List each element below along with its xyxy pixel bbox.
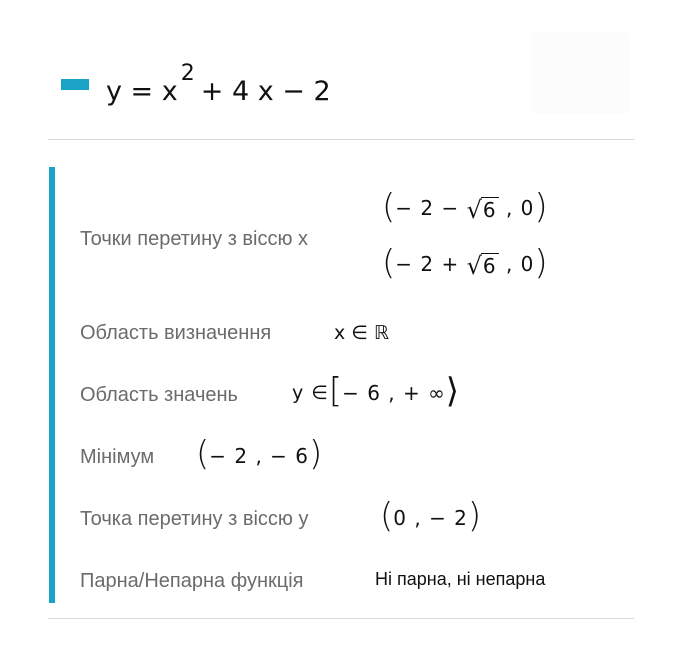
range-open-bracket: [ xyxy=(328,371,343,411)
function-header[interactable] xyxy=(0,0,673,140)
x-intercept-1-prefix: − 2 − xyxy=(395,195,467,220)
y-intercept-label: Точка перетину з віссю y xyxy=(80,508,309,530)
minimum-point: − 2 , − 6 xyxy=(209,444,310,468)
formula-rhs: + 4 x − 2 xyxy=(200,76,331,107)
x-intercept-2-suffix: , 0 xyxy=(505,251,535,276)
formula-exponent: 2 xyxy=(180,61,195,86)
x-intercept-2-radicand: 6 xyxy=(482,254,497,278)
range-prefix: y ∈ xyxy=(292,382,329,404)
function-formula xyxy=(106,61,331,114)
header-action-area[interactable] xyxy=(532,32,630,114)
y-intercept-value: (0 , − 2) xyxy=(380,496,482,536)
parity-value: Ні парна, ні непарна xyxy=(375,569,546,589)
parity-label: Парна/Непарна функція xyxy=(80,570,304,592)
range-label: Область значень xyxy=(80,384,238,406)
sqrt-icon: √6 xyxy=(466,252,497,280)
x-intercept-1-radicand: 6 xyxy=(482,198,497,222)
x-intercept-1: (− 2 − √6 , 0) xyxy=(382,187,548,227)
divider xyxy=(48,139,634,140)
x-intercepts-label: Точки перетину з віссю x xyxy=(80,228,309,250)
range-value xyxy=(292,371,460,411)
domain-value: x ∈ ℝ xyxy=(334,322,389,344)
sqrt-icon: √6 xyxy=(466,196,497,224)
series-color-swatch[interactable] xyxy=(61,79,89,90)
y-intercept-point: 0 , − 2 xyxy=(393,506,468,530)
x-intercept-2-prefix: − 2 + xyxy=(395,251,467,276)
minimum-value: (− 2 , − 6) xyxy=(196,434,323,474)
formula-lhs: y = x xyxy=(106,76,178,107)
range-close-bracket: ⟩ xyxy=(445,371,460,411)
domain-label: Область визначення xyxy=(80,322,272,344)
panel-accent-bar xyxy=(49,167,55,603)
x-intercept-1-suffix: , 0 xyxy=(505,195,535,220)
divider xyxy=(48,618,634,619)
range-interval: − 6 , + ∞ xyxy=(342,381,446,405)
x-intercept-2: (− 2 + √6 , 0) xyxy=(382,243,548,283)
minimum-label: Мінімум xyxy=(80,446,155,468)
